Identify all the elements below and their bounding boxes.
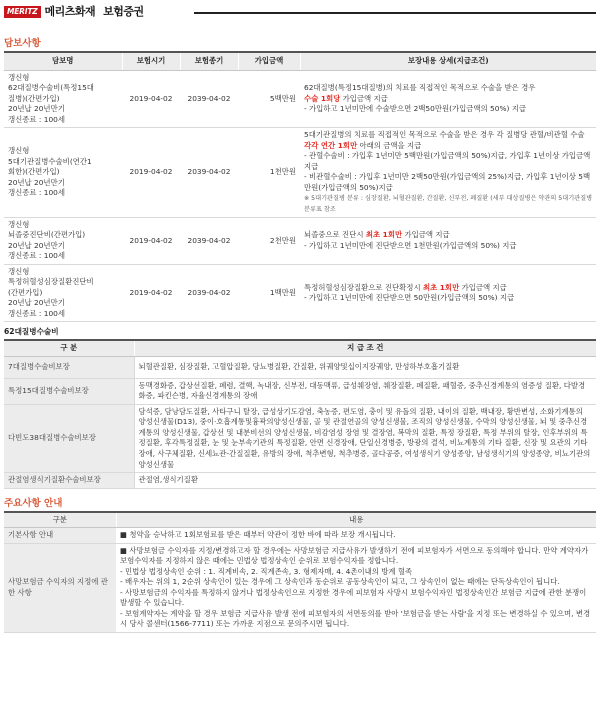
notes-table xyxy=(4,511,596,633)
coverage-name-cell xyxy=(4,264,122,322)
coverage-end-date: 2039-04-02 xyxy=(180,217,238,264)
coverage-detail-cell xyxy=(300,217,596,264)
coverage-name-line: 뇌졸중진단비(간편가입) xyxy=(8,230,86,240)
surgery-category: 특정15대질병수술비보장 xyxy=(4,378,134,404)
notes-line: - 배우자는 위의 1, 2순위 상속인이 있는 경우에 그 상속인과 동순위로 공동상속인이 되고, 그 상속인이 없는 때에는 단독상속인이 됩니다. xyxy=(120,577,560,587)
notes-content xyxy=(116,543,596,632)
coverage-name-line: 특정허혈성심장질환진단비 xyxy=(8,277,94,287)
coverage-name-line: 회한)(간편가입) xyxy=(8,167,60,177)
col-notes-category: 구분 xyxy=(4,512,116,528)
surgery-condition: 동맥경화증, 갑상선질환, 폐렴, 결핵, 녹내장, 신부전, 대동맥류, 급성췌장염, 췌장질환, 폐질환, 패혈증, 중추신경계통의 염증성 질환, 다발경화증, 파킨슨병, 자율신경계통의 장애 xyxy=(134,378,596,404)
notes-section-title: 주요사항 안내 xyxy=(4,497,63,509)
coverage-name-line: 갱신종료 : 100세 xyxy=(8,308,65,318)
coverage-name-line: 갱신형 xyxy=(8,72,30,82)
coverage-table xyxy=(4,51,596,322)
coverage-name-cell xyxy=(4,70,122,128)
col-detail: 보장내용 상세(지급조건) xyxy=(300,52,596,70)
highlight-text: 최초 1회만 xyxy=(365,230,403,240)
coverage-start-date: 2019-04-02 xyxy=(122,264,180,322)
detail-text: 가입금액 지급 xyxy=(340,93,388,103)
detail-text: 가입금액 지급 xyxy=(459,282,507,292)
coverage-name-line: 갱신종료 : 100세 xyxy=(8,114,65,124)
notes-category: 기본사항 안내 xyxy=(4,528,116,544)
coverage-row xyxy=(4,128,596,218)
surgery-category: 관절염생식기질환수술비보장 xyxy=(4,473,134,489)
surgery-category: 7대질병수술비보장 xyxy=(4,356,134,378)
notes-row xyxy=(4,543,596,632)
coverage-name-line: 62대질병수술비(특정15대 xyxy=(8,83,94,93)
coverage-start-date: 2019-04-02 xyxy=(122,128,180,218)
coverage-name-line: 질병)(간편가입) xyxy=(8,93,60,103)
detail-line xyxy=(304,283,593,294)
detail-text: - 관혈수술비 : 가입후 1년미만 5백만원(가입금액의 50%)지급, 가입후 1년이상 가입금액 지급 xyxy=(304,151,591,171)
coverage-name-cell xyxy=(4,217,122,264)
surgery-category: 다빈도38대질병수술비보장 xyxy=(4,404,134,472)
detail-line xyxy=(304,104,593,115)
coverage-start-date: 2019-04-02 xyxy=(122,217,180,264)
company-name: 메리츠화재 xyxy=(44,5,96,19)
surgery-row xyxy=(4,378,596,404)
notes-content xyxy=(116,528,596,544)
highlight-text: 최초 1회만 xyxy=(422,282,460,292)
coverage-name-line: 20년납 20년만기 xyxy=(8,298,65,308)
coverage-amount: 5백만원 xyxy=(238,70,300,128)
col-notes-content: 내용 xyxy=(116,512,596,528)
coverage-name-line: 갱신종료 : 100세 xyxy=(8,251,65,261)
detail-text: 62대질병(특정15대질병)의 치료를 직접적인 목적으로 수술을 받은 경우 xyxy=(304,83,536,93)
detail-line xyxy=(304,151,593,172)
detail-line xyxy=(304,94,593,105)
surgery-row xyxy=(4,473,596,489)
document-title: 보험증권 xyxy=(103,5,144,19)
col-amount: 가입금액 xyxy=(238,52,300,70)
col-category: 구 분 xyxy=(4,340,134,356)
coverage-end-date: 2039-04-02 xyxy=(180,264,238,322)
detail-text: - 가입하고 1년미만에 진단받으면 1천만원(가입금액의 50%) 지급 xyxy=(304,240,517,250)
detail-text: 뇌졸중으로 진단시 xyxy=(304,230,366,240)
coverage-section-title: 담보사항 xyxy=(4,38,41,49)
notes-line: - 사망보험금의 수익자를 특정하지 않거나 법정상속인으로 지정한 경우에 피보험자 사망시 보험수익자인 법정상속인간 보험금 지급에 관한 분쟁이 발생할 수 있습니다. xyxy=(120,587,587,608)
highlight-text: 수술 1회당 xyxy=(304,93,341,103)
surgery-condition: 뇌혈관질환, 심장질환, 고혈압질환, 당뇨병질환, 간질환, 위궤양및십이지장궤양, 만성하부호흡기질환 xyxy=(134,356,596,378)
coverage-name-line: 20년납 20년만기 xyxy=(8,177,65,187)
surgery-condition: 관절염,생식기질환 xyxy=(134,473,596,489)
coverage-detail-cell xyxy=(300,264,596,322)
col-coverage-name: 담보명 xyxy=(4,52,122,70)
detail-line xyxy=(304,230,593,241)
col-end-date: 보험종기 xyxy=(180,52,238,70)
detail-text: - 비관혈수술비 : 가입후 1년미만 2백50만원(가입금액의 25%)지급, 가입후 1년이상 5백만원(가입금액의 50%)지급 xyxy=(304,172,591,192)
col-condition: 지 급 조 건 xyxy=(134,340,596,356)
surgery-row xyxy=(4,356,596,378)
detail-line xyxy=(304,83,593,94)
detail-text: 가입금액 지급 xyxy=(402,230,450,240)
surgery-table xyxy=(4,339,596,488)
detail-text: 특정허혈성심장질환으로 진단확정시 xyxy=(304,282,423,292)
meritz-logo: MERITZ xyxy=(4,6,41,19)
coverage-row xyxy=(4,264,596,322)
notes-line: - 보험계약자는 계약을 할 경우 보험금 지급사유 발생 전에 피보험자의 서면동의를 받아 '보험금을 받는 사람'을 지정 또는 변경하실 수 있으며, 변경시 당사 콜센터(1566-7711) 또는 가까운 지점으로 문의주시면 됩니다. xyxy=(120,608,591,629)
detail-text: - 가입하고 1년미만에 진단받으면 50만원(가입금액의 50%) 지급 xyxy=(304,293,515,303)
notes-category: 사망보험금 수익자의 지정에 관한 사항 xyxy=(4,543,116,632)
surgery-row xyxy=(4,404,596,472)
coverage-name-line: (간편가입) xyxy=(8,287,43,297)
coverage-name-cell xyxy=(4,128,122,218)
header-rule xyxy=(194,12,596,14)
coverage-name-line: 갱신형 xyxy=(8,219,30,229)
surgery-condition: 담석증, 담낭담도질환, 사타구니 탈장, 급성상기도감염, 축농증, 편도염, 충이 및 유돌의 질환, 내이의 질환, 백내장, 황반변성, 소화기계통의 양성신생물(D13), 중이·호흡계통및흉곽의양성신생물, 골 및 관절연골의 양성신생물, 조직의 양성신생물, 수막의 양성신생물, 뇌 및 중추신경계통의 양성신생물, 갑상선 및 내분비선의 양성신생물, 비감염성 장염 및 결장염, 복막의 질환, 특정 장질환, 특정 부위의 탈장, 인후부위의 특정질환, 후각특정질환, 눈 및 눈부속기관의 특정질환, 안면 신경장애, 단일신경병증, 방광의 결석, 비뇨계통의 기타 질환, 신장 및 요관의 기타 장애, 사구체질환, 신세뇨관-간질질환, 유방의 장애, 척추변형, 척추병증, 골다공증, 여성생식기 양성종양, 남성생식기의 양성종양, 비뇨기관의 양성신생물 xyxy=(134,404,596,472)
detail-text: - 가입하고 1년미만에 수술받으면 2백50만원(가입금액의 50%) 지급 xyxy=(304,104,526,114)
notes-row xyxy=(4,528,596,544)
detail-line xyxy=(304,172,593,193)
coverage-end-date: 2039-04-02 xyxy=(180,128,238,218)
coverage-amount: 2천만원 xyxy=(238,217,300,264)
detail-text: 5대기관질병의 치료를 직접적인 목적으로 수술을 받은 경우 각 질병당 관혈/비관혈 수술 xyxy=(304,130,585,140)
coverage-amount: 1천만원 xyxy=(238,128,300,218)
coverage-name-line: 갱신종료 : 100세 xyxy=(8,188,65,198)
coverage-row xyxy=(4,217,596,264)
notes-line: - 민법상 법정상속인 순위 : 1. 직계비속, 2. 직계존속, 3. 형제자매, 4. 4촌이내의 방계 혈족 xyxy=(120,566,413,576)
detail-text: 아래의 금액을 지급 xyxy=(357,140,422,150)
coverage-name-line: 20년납 20년만기 xyxy=(8,104,65,114)
detail-line xyxy=(304,241,593,252)
detail-text: ※ 5대기관질병 분류 : 심장질환, 뇌혈관질환, 간질환, 신부전, 폐질환 (세부 대상질병은 약관의 5대기관질병 분류표 참조 xyxy=(304,195,593,213)
coverage-amount: 1백만원 xyxy=(238,264,300,322)
surgery-table-title: 62대질병수술비 xyxy=(4,327,59,337)
coverage-name-line: 갱신형 xyxy=(8,146,30,156)
coverage-name-line: 20년납 20년만기 xyxy=(8,240,65,250)
coverage-detail-cell xyxy=(300,70,596,128)
coverage-row xyxy=(4,70,596,128)
detail-line xyxy=(304,193,593,215)
coverage-name-line: 갱신형 xyxy=(8,266,30,276)
coverage-end-date: 2039-04-02 xyxy=(180,70,238,128)
notes-line: ■ 사망보험금 수익자를 지정/변경하고자 할 경우에는 사망보험금 지급사유가 발생하기 전에 피보험자가 서면으로 동의해야 합니다. 만약 계약자가 보험수익자를 지정하지 않은 때에는 민법상 법정상속인 순위로 보험수익자를 정합니다. xyxy=(120,545,589,566)
header xyxy=(4,0,596,24)
notes-line: ■ 청약을 승낙하고 1회보험료를 받은 때부터 약관이 정한 바에 따라 보장 개시됩니다. xyxy=(120,530,396,540)
detail-line xyxy=(304,130,593,151)
detail-line xyxy=(304,293,593,304)
col-start-date: 보험시기 xyxy=(122,52,180,70)
coverage-detail-cell xyxy=(300,128,596,218)
coverage-start-date: 2019-04-02 xyxy=(122,70,180,128)
highlight-text: 각각 연간 1회만 xyxy=(304,140,358,150)
coverage-name-line: 5대기관질병수술비(연간1 xyxy=(8,156,92,166)
